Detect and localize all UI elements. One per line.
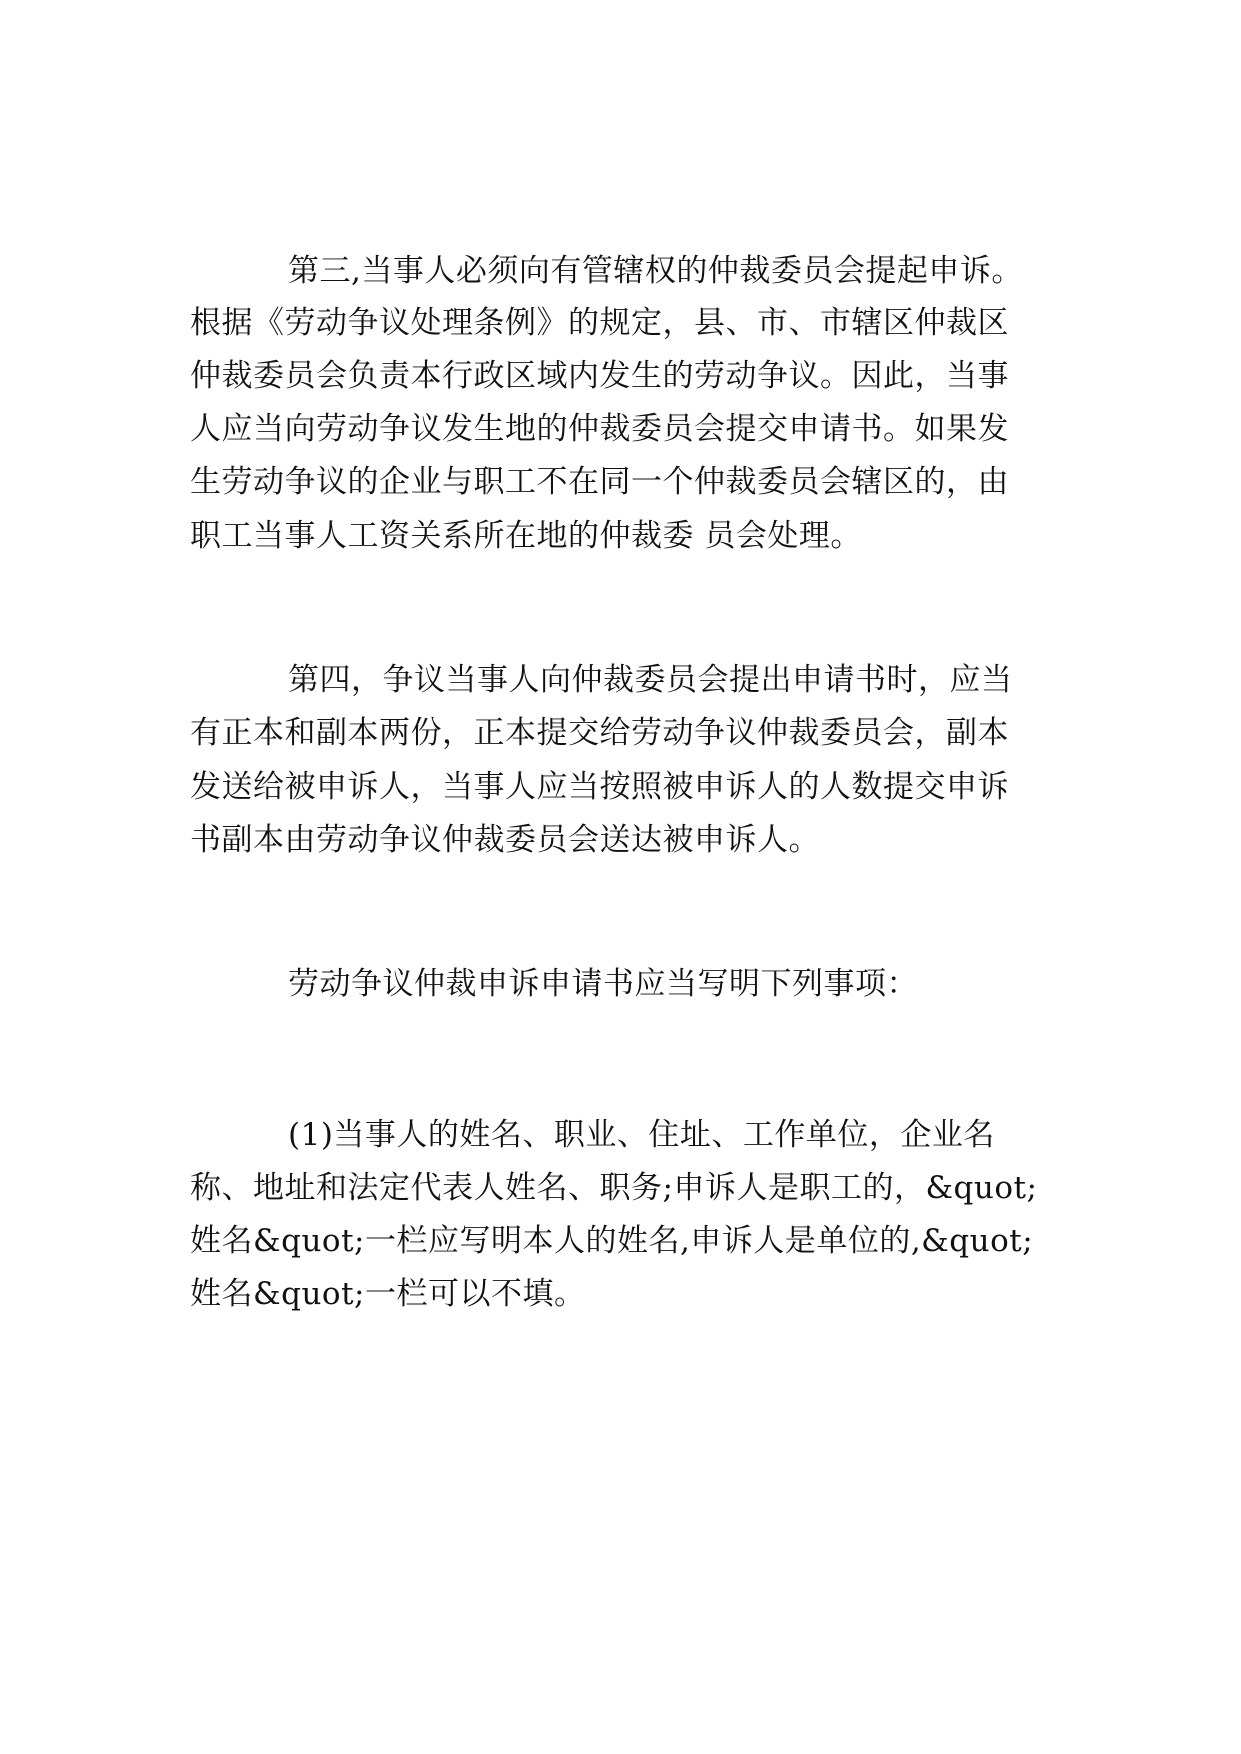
paragraph-line: 第三,当事人必须向有管辖权的仲裁委员会提起申诉。 — [288, 253, 1023, 289]
paragraph-line: 劳动争议仲裁申诉申请书应当写明下列事项： — [288, 966, 918, 1002]
paragraph-line: 根据《劳动争议处理条例》的规定，县、市、市辖区仲裁区 — [190, 305, 1009, 341]
paragraph-line: 人应当向劳动争议发生地的仲裁委员会提交申请书。如果发 — [190, 411, 1009, 447]
paragraph-line: 姓名&quot;一栏应写明本人的姓名,申诉人是单位的,&quot; — [190, 1223, 1034, 1259]
paragraph-line: 有正本和副本两份，正本提交给劳动争议仲裁委员会，副本 — [190, 715, 1009, 751]
paragraph-line: 第四，争议当事人向仲裁委员会提出申请书时，应当 — [288, 662, 1013, 698]
paragraph-line: 生劳动争议的企业与职工不在同一个仲裁委员会辖区的，由 — [190, 464, 1009, 500]
paragraph-line: 发送给被申诉人，当事人应当按照被申诉人的人数提交申诉 — [190, 769, 1009, 805]
paragraph-line: (1)当事人的姓名、职业、住址、工作单位，企业名 — [288, 1117, 995, 1153]
paragraph-line: 姓名&quot;一栏可以不填。 — [190, 1276, 586, 1312]
paragraph-line: 职工当事人工资关系所在地的仲裁委 员会处理。 — [190, 518, 862, 554]
paragraph-line: 称、地址和法定代表人姓名、职务;申诉人是职工的，&quot; — [190, 1170, 1038, 1206]
paragraph-line: 仲裁委员会负责本行政区域内发生的劳动争议。因此，当事 — [190, 358, 1009, 394]
paragraph-line: 书副本由劳动争议仲裁委员会送达被申诉人。 — [190, 822, 820, 858]
